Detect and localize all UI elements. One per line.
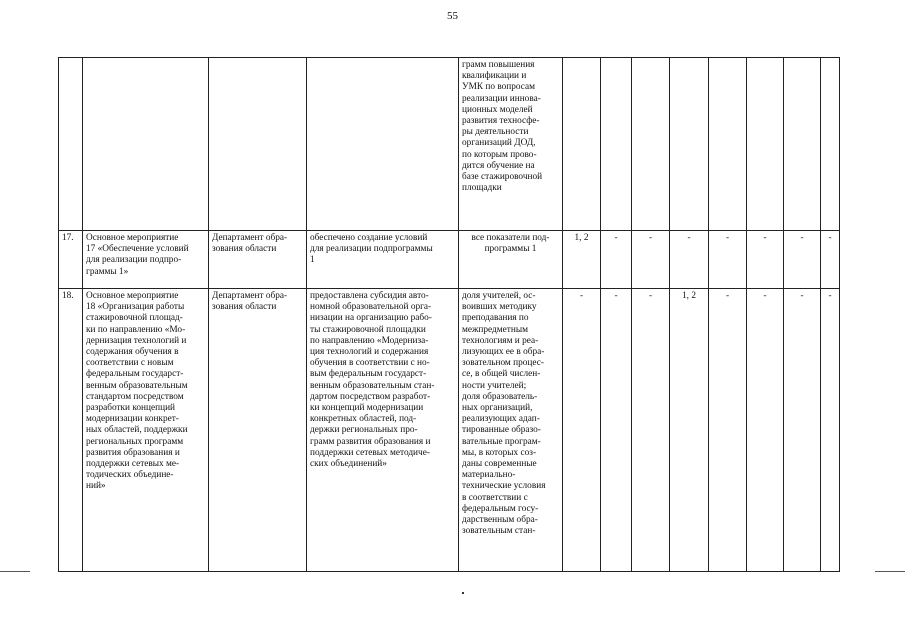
cell-mark [821, 58, 840, 231]
cell-mark: - [601, 289, 632, 572]
cell-mark: - [784, 289, 821, 572]
cell-measure: Основное мероприятие 17 «Обеспечение условий для реализации подпро- граммы 1» [83, 231, 209, 289]
cell-mark: - [601, 231, 632, 289]
cell-indicator: грамм повышения квалификации и УМК по вопросам реализации иннова- ционных моделей развития техносфе- ры деятельности организаций ДОД, по которым прово- дится обучение на базе стажировочной площадки [459, 58, 563, 231]
cell-num: 18. [59, 289, 83, 572]
scan-edge-mark-right [875, 571, 905, 572]
cell-mark: - [747, 289, 784, 572]
table-row-17 [59, 231, 840, 289]
cell-mark [601, 58, 632, 231]
cell-result: обеспечено создание условий для реализации подпрограммы 1 [307, 231, 459, 289]
cell-mark: - [709, 231, 747, 289]
cell-result: предоставлена субсидия авто- номной образовательной орга- низации на организацию рабо- ты стажировочной площадки по направлению «Модерниза- ция технологий и содержания обучения в соответствии с но- вым федеральным государст- венным образовательным стан- дартом посредством разработ- ки концепций модернизации конкретных областей, под- держки региональных про- грамм развития образования и поддержки сетевых методиче- ских объединений» [307, 289, 459, 572]
cell-mark [784, 58, 821, 231]
cell-mark [670, 58, 709, 231]
cell-mark [747, 58, 784, 231]
cell-mark: - [747, 231, 784, 289]
page-number: 55 [447, 10, 458, 22]
cell-mark: - [821, 231, 840, 289]
measures-table [58, 57, 840, 572]
cell-indicator: все показатели под- программы 1 [459, 231, 563, 289]
cell-mark: - [670, 231, 709, 289]
cell-executor: Департамент обра- зования области [209, 231, 307, 289]
cell-mark: - [784, 231, 821, 289]
cell-mark: - [632, 289, 670, 572]
cell-mark: - [709, 289, 747, 572]
cell-measure: Основное мероприятие 18 «Организация работы стажировочной площад- ки по направлению «Мо- дернизация технологий и содержания обучения в соответствии с новым федеральным государст- венным образовательным стандартом посредством разработки концепций модернизации конкрет- ных областей, поддержки региональных программ развития образования и поддержки сетевых ме- тодических объедине- ний» [83, 289, 209, 572]
table-row-continuation [59, 58, 840, 231]
cell-executor [209, 58, 307, 231]
cell-mark: - [632, 231, 670, 289]
cell-mark [563, 58, 601, 231]
cell-executor: Департамент обра- зования области [209, 289, 307, 572]
cell-mark [632, 58, 670, 231]
cell-num [59, 58, 83, 231]
cell-measure [83, 58, 209, 231]
scan-speck [462, 592, 464, 594]
cell-mark: 1, 2 [670, 289, 709, 572]
cell-num: 17. [59, 231, 83, 289]
cell-indicator: доля учителей, ос- воивших методику преподавания по межпредметным технологиям и реа- лизующих ее в обра- зовательном процес- се, в общей числен- ности учителей; доля образователь- ных организаций, реализующих адап- тированные образо- вательные програм- мы, в которых соз- даны современные материально- технические условия в соответствии с федеральным госу- дарственным обра- зовательным стан- [459, 289, 563, 572]
scan-edge-mark-left [0, 571, 30, 572]
cell-mark: - [563, 289, 601, 572]
cell-mark: - [821, 289, 840, 572]
cell-result [307, 58, 459, 231]
cell-mark: 1, 2 [563, 231, 601, 289]
cell-mark [709, 58, 747, 231]
table-row-18 [59, 289, 840, 572]
